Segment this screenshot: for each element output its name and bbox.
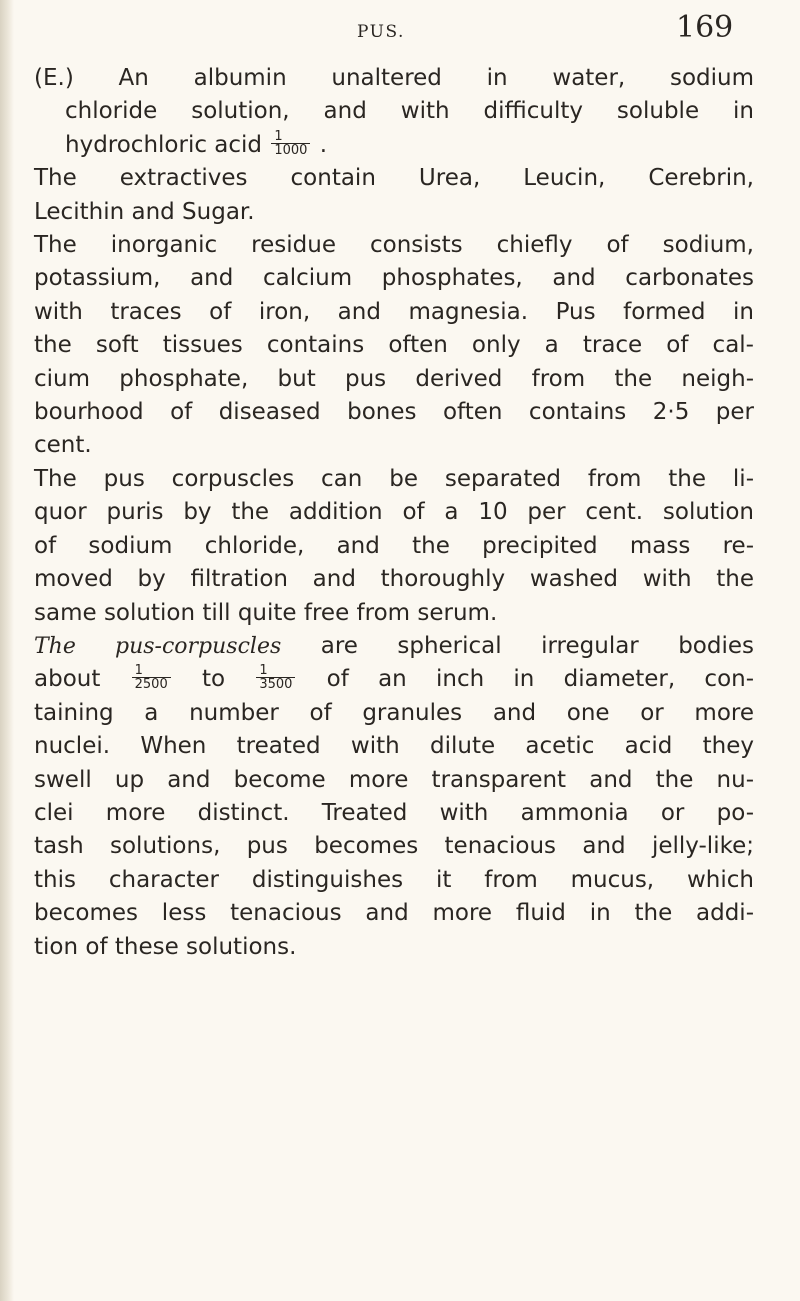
text-line: swell up and become more transparent and the nu- bbox=[34, 766, 754, 793]
text-fragment: about bbox=[34, 666, 101, 693]
text-line: this character distinguishes it from mucus, which bbox=[34, 866, 754, 893]
italic-term: The pus-corpuscles bbox=[34, 633, 282, 659]
running-head: PUS. bbox=[357, 22, 405, 42]
text-line: clei more distinct. Treated with ammonia or po- bbox=[34, 799, 754, 826]
text-line bbox=[34, 129, 754, 162]
text-line: tash solutions, pus becomes tenacious and jelly-like; bbox=[34, 833, 754, 860]
fraction-numerator: 1 bbox=[271, 130, 310, 144]
fraction-denominator: 3500 bbox=[259, 677, 293, 693]
fraction bbox=[256, 664, 295, 691]
text-line: chloride solution, and with difficulty soluble in bbox=[65, 98, 754, 125]
text-line: potassium, and calcium phosphates, and carbonates bbox=[34, 265, 754, 292]
text-fragment: . bbox=[319, 131, 328, 158]
text-line: the soft tissues contains often only a trace of cal- bbox=[34, 332, 754, 359]
text-fragment: to bbox=[201, 666, 226, 693]
text-line: tion of these solutions. bbox=[34, 933, 297, 960]
page-number: 169 bbox=[676, 10, 734, 45]
page-body bbox=[34, 62, 754, 964]
text-line: same solution till quite free from serum. bbox=[34, 599, 498, 626]
text-line bbox=[34, 630, 754, 663]
text-line: with traces of iron, and magnesia. Pus formed in bbox=[34, 298, 754, 325]
text-line: The pus corpuscles can be separated from the li- bbox=[34, 465, 754, 492]
text-line: The inorganic residue consists chiefly of sodium, bbox=[34, 232, 754, 259]
text-line: nuclei. When treated with dilute acetic acid they bbox=[34, 733, 754, 760]
text-line: (E.) An albumin unaltered in water, sodium bbox=[34, 65, 754, 91]
fraction-denominator: 1000 bbox=[274, 142, 308, 158]
text-line: moved by filtration and thoroughly washed with the bbox=[34, 566, 754, 593]
text-line: cent. bbox=[34, 432, 92, 459]
text-line: bourhood of diseased bones often contains 2·5 per bbox=[34, 399, 754, 426]
text-fragment: are spherical irregular bodies bbox=[320, 632, 755, 659]
fraction-denominator: 2500 bbox=[134, 677, 168, 693]
text-line: quor puris by the addition of a 10 per cent. solution bbox=[34, 499, 754, 526]
text-line: The extractives contain Urea, Leucin, Cerebrin, bbox=[34, 165, 754, 192]
fraction bbox=[132, 664, 171, 691]
page-binding-edge bbox=[0, 0, 14, 1301]
text-fragment: hydrochloric acid bbox=[65, 131, 263, 158]
text-line: Lecithin and Sugar. bbox=[34, 198, 255, 225]
text-fragment: of an inch in diameter, con- bbox=[326, 666, 755, 693]
text-line: of sodium chloride, and the precipited mass re- bbox=[34, 532, 754, 559]
text-line: becomes less tenacious and more fluid in the addi- bbox=[34, 900, 754, 927]
page-header bbox=[0, 10, 800, 54]
text-line: cium phosphate, but pus derived from the neigh- bbox=[34, 365, 754, 392]
text-line: taining a number of granules and one or more bbox=[34, 699, 754, 726]
fraction-numerator: 1 bbox=[256, 664, 295, 678]
fraction-numerator: 1 bbox=[132, 664, 171, 678]
fraction bbox=[271, 130, 310, 157]
text-line bbox=[34, 663, 754, 696]
